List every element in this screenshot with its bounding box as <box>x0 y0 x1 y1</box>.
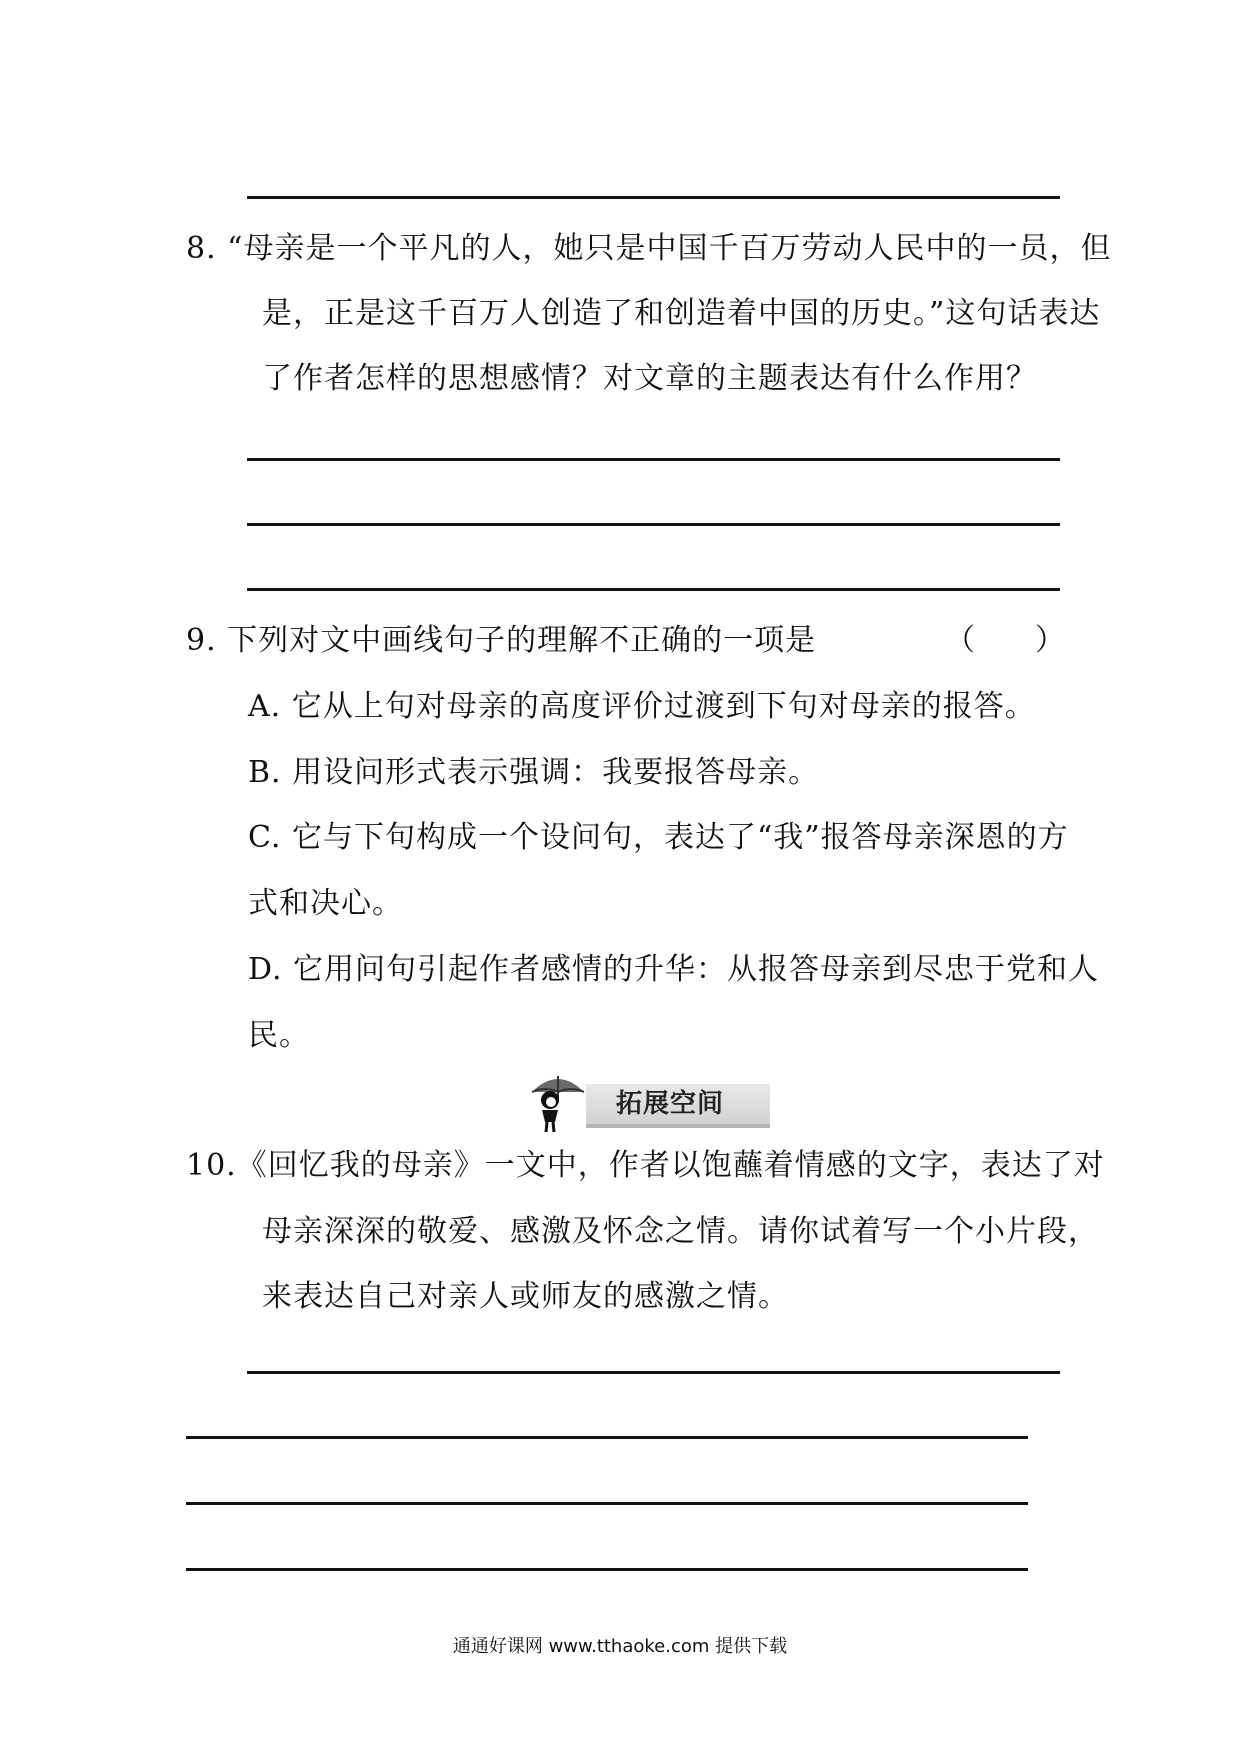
question-9-option-a: A. 它从上句对母亲的高度评价过渡到下句对母亲的报答。 <box>248 689 1036 724</box>
question-10-line-1: 10.《回忆我的母亲》一文中，作者以饱蘸着情感的文字，表达了对 <box>186 1148 1105 1183</box>
answer-line[interactable] <box>186 1502 1028 1505</box>
question-10-line-3: 来表达自己对亲人或师友的感激之情。 <box>262 1279 789 1314</box>
answer-line[interactable] <box>247 523 1060 526</box>
answer-line[interactable] <box>247 196 1060 199</box>
footer-text: 通通好课网 www.tthaoke.com 提供下载 <box>452 1636 788 1657</box>
question-10-line-2: 母亲深深的敬爱、感激及怀念之情。请你试着写一个小片段， <box>262 1214 1099 1249</box>
question-8-line-1: 8. “母亲是一个平凡的人，她只是中国千百万劳动人民中的一员，但 <box>186 231 1112 266</box>
question-9-option-c-line-1: C. 它与下句构成一个设问句，表达了“我”报答母亲深恩的方 <box>248 820 1069 855</box>
answer-line[interactable] <box>186 1568 1028 1571</box>
question-9-option-d-line-2: 民。 <box>248 1018 310 1053</box>
answer-line[interactable] <box>247 458 1060 461</box>
question-9-option-b: B. 用设问形式表示强调：我要报答母亲。 <box>248 755 820 790</box>
girl-with-umbrella-icon <box>528 1070 588 1134</box>
answer-line[interactable] <box>247 588 1060 591</box>
answer-parentheses[interactable]: （ ） <box>945 623 1065 658</box>
answer-line[interactable] <box>247 1371 1060 1374</box>
question-9-stem: 9. 下列对文中画线句子的理解不正确的一项是 <box>186 623 817 658</box>
section-banner <box>528 1070 768 1134</box>
question-8-line-3: 了作者怎样的思想感情？对文章的主题表达有什么作用？ <box>262 361 1037 396</box>
section-title: 拓展空间 <box>616 1089 725 1119</box>
question-9-option-d-line-1: D. 它用问句引起作者感情的升华：从报答母亲到尽忠于党和人 <box>248 952 1100 987</box>
question-9-option-c-line-2: 式和决心。 <box>248 886 403 921</box>
answer-line[interactable] <box>186 1436 1028 1439</box>
question-8-line-2: 是，正是这千百万人创造了和创造着中国的历史。”这句话表达 <box>262 296 1101 331</box>
